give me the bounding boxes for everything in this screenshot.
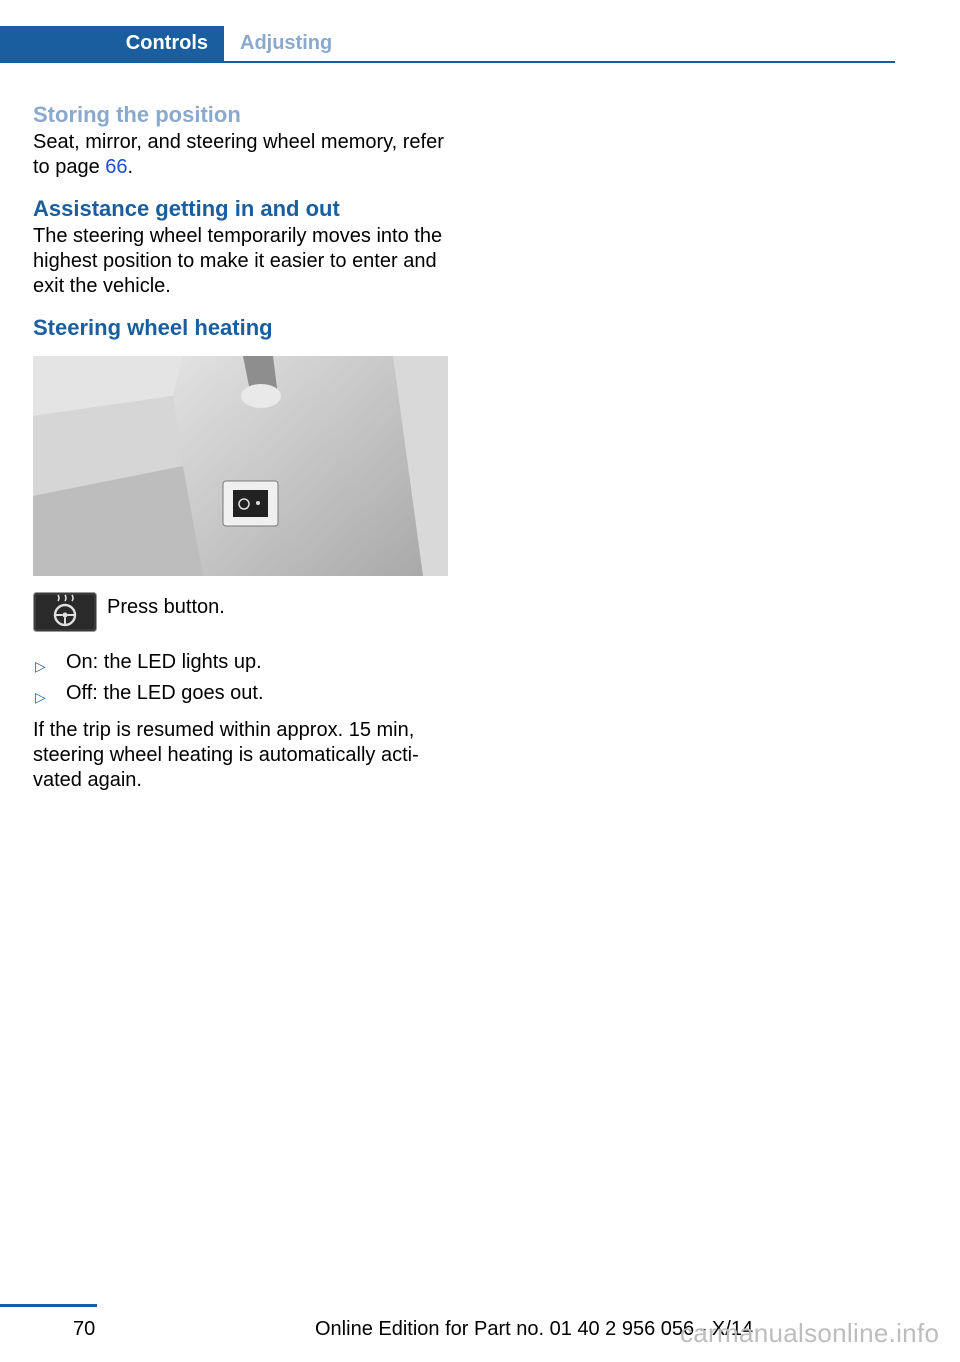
heating-note: If the trip is resumed within approx. 15 min, steering wheel heating is automatically activated again. — [33, 719, 419, 791]
footer-line — [0, 1304, 97, 1307]
watermark: carmanualsonline.info — [680, 1318, 940, 1348]
state-list — [33, 650, 453, 712]
main-content — [33, 100, 453, 793]
triangle-bullet-icon: ▷ — [35, 658, 46, 674]
steering-column-photo — [33, 356, 448, 576]
section-heating — [33, 313, 453, 793]
section-storing-position — [33, 100, 453, 180]
storing-paragraph — [33, 130, 453, 180]
page-link[interactable]: 66 — [105, 156, 128, 178]
storing-text: Seat, mirror, and steering wheel memory, refer to page — [33, 131, 444, 178]
tab-adjusting[interactable]: Adjusting — [240, 32, 333, 54]
list-item-text: On: the LED lights up. — [66, 651, 262, 673]
steering-wheel-heating-icon — [33, 592, 97, 632]
storing-text-end: . — [127, 156, 134, 178]
heading-storing-position: Storing the position — [33, 102, 241, 127]
heading-steering-wheel-heating: Steering wheel heating — [33, 315, 273, 340]
list-item-text: Off: the LED goes out. — [66, 682, 264, 704]
button-instruction-row — [33, 592, 453, 638]
list-item — [33, 650, 453, 681]
triangle-bullet-icon: ▷ — [35, 689, 46, 705]
list-item — [33, 681, 453, 712]
section-assistance — [33, 194, 453, 299]
assistance-text: The steering wheel temporarily moves into the highest position to make it easier to enter and exit the vehicle. — [33, 225, 443, 297]
heading-assistance: Assistance getting in and out — [33, 196, 340, 221]
page-number: 70 — [73, 1318, 96, 1340]
edition-text: Online Edition for Part no. 01 40 2 956 056 - X/14 — [315, 1318, 754, 1340]
press-button-text: Press button. — [107, 596, 225, 618]
tab-controls[interactable]: Controls — [0, 26, 224, 63]
